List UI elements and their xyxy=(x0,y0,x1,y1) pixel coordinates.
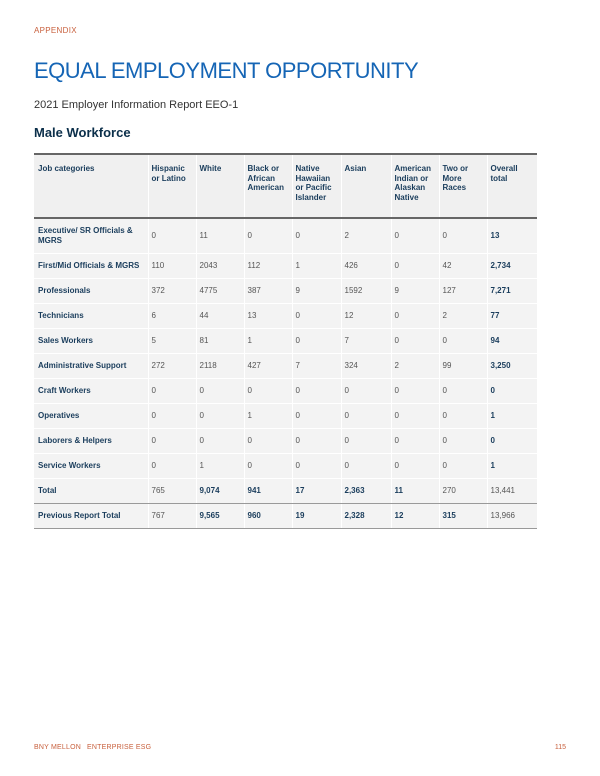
column-header: American Indian or Alaskan Native xyxy=(391,154,439,218)
row-category: Service Workers xyxy=(34,454,148,479)
row-total: 7,271 xyxy=(487,279,537,304)
report-subtitle: 2021 Employer Information Report EEO-1 xyxy=(34,99,239,111)
table-cell: 767 xyxy=(148,504,196,529)
table-cell: 127 xyxy=(439,279,487,304)
row-total: 1 xyxy=(487,454,537,479)
table-cell: 12 xyxy=(391,504,439,529)
table-cell: 0 xyxy=(292,404,341,429)
table-cell: 0 xyxy=(148,218,196,254)
table-cell: 11 xyxy=(196,218,244,254)
table-cell: 0 xyxy=(341,429,391,454)
row-category: Laborers & Helpers xyxy=(34,429,148,454)
table-cell: 2 xyxy=(439,304,487,329)
page-number: 115 xyxy=(554,744,566,751)
table-cell: 0 xyxy=(439,329,487,354)
table-cell: 0 xyxy=(341,404,391,429)
table-cell: 1592 xyxy=(341,279,391,304)
table-cell: 0 xyxy=(391,254,439,279)
table-cell: 0 xyxy=(196,379,244,404)
row-category: Craft Workers xyxy=(34,379,148,404)
table-cell: 2 xyxy=(391,354,439,379)
table-row xyxy=(34,304,537,329)
column-header: Asian xyxy=(341,154,391,218)
table-cell: 2,328 xyxy=(341,504,391,529)
table-cell: 0 xyxy=(439,379,487,404)
table-cell: 0 xyxy=(439,404,487,429)
column-header: Overall total xyxy=(487,154,537,218)
table-cell: 0 xyxy=(292,454,341,479)
table-cell: 1 xyxy=(292,254,341,279)
row-category: First/Mid Officials & MGRS xyxy=(34,254,148,279)
table-cell: 387 xyxy=(244,279,292,304)
table-cell: 372 xyxy=(148,279,196,304)
table-row xyxy=(34,404,537,429)
row-category: Professionals xyxy=(34,279,148,304)
table-cell: 0 xyxy=(148,429,196,454)
table-cell: 0 xyxy=(148,379,196,404)
table-cell: 0 xyxy=(391,329,439,354)
row-category: Administrative Support xyxy=(34,354,148,379)
male-workforce-table xyxy=(34,153,537,529)
table-cell: 324 xyxy=(341,354,391,379)
row-category: Operatives xyxy=(34,404,148,429)
table-cell: 2043 xyxy=(196,254,244,279)
table-row xyxy=(34,329,537,354)
table-cell: 6 xyxy=(148,304,196,329)
table-cell: 765 xyxy=(148,479,196,504)
row-category: Technicians xyxy=(34,304,148,329)
table-cell: 0 xyxy=(391,429,439,454)
table-cell: 941 xyxy=(244,479,292,504)
table-cell: 0 xyxy=(391,454,439,479)
table-cell: 7 xyxy=(341,329,391,354)
table-row xyxy=(34,429,537,454)
table-cell: 2,363 xyxy=(341,479,391,504)
table-cell: 0 xyxy=(148,454,196,479)
row-total: 1 xyxy=(487,404,537,429)
table-cell: 9,565 xyxy=(196,504,244,529)
table-cell: 1 xyxy=(196,454,244,479)
table-cell: 0 xyxy=(244,379,292,404)
table-cell: 9 xyxy=(391,279,439,304)
table-row xyxy=(34,279,537,304)
row-category: Previous Report Total xyxy=(34,504,148,529)
previous-report-row xyxy=(34,504,537,529)
table-cell: 19 xyxy=(292,504,341,529)
table-cell: 2 xyxy=(341,218,391,254)
table-cell: 0 xyxy=(244,454,292,479)
table-cell: 81 xyxy=(196,329,244,354)
row-total: 13,441 xyxy=(487,479,537,504)
table-cell: 0 xyxy=(196,429,244,454)
appendix-label: APPENDIX xyxy=(34,26,77,35)
table-cell: 0 xyxy=(292,329,341,354)
table-cell: 11 xyxy=(391,479,439,504)
total-row xyxy=(34,479,537,504)
brand-name: BNY MELLON xyxy=(34,744,81,751)
table-cell: 1 xyxy=(244,404,292,429)
table-cell: 2118 xyxy=(196,354,244,379)
row-total: 0 xyxy=(487,429,537,454)
row-total: 0 xyxy=(487,379,537,404)
row-total: 3,250 xyxy=(487,354,537,379)
column-header: Native Hawaiian or Pacific Islander xyxy=(292,154,341,218)
table-row xyxy=(34,354,537,379)
table-cell: 315 xyxy=(439,504,487,529)
table-cell: 0 xyxy=(439,454,487,479)
table-cell: 17 xyxy=(292,479,341,504)
table-cell: 960 xyxy=(244,504,292,529)
table-row xyxy=(34,379,537,404)
row-total: 2,734 xyxy=(487,254,537,279)
row-total: 13 xyxy=(487,218,537,254)
table-cell: 0 xyxy=(244,429,292,454)
row-total: 13,966 xyxy=(487,504,537,529)
table-cell: 7 xyxy=(292,354,341,379)
page-title: EQUAL EMPLOYMENT OPPORTUNITY xyxy=(34,58,419,83)
table-cell: 270 xyxy=(439,479,487,504)
table-cell: 0 xyxy=(292,429,341,454)
table-cell: 1 xyxy=(244,329,292,354)
table-cell: 13 xyxy=(244,304,292,329)
column-header: Hispanic or Latino xyxy=(148,154,196,218)
table-row xyxy=(34,218,537,254)
table-cell: 427 xyxy=(244,354,292,379)
section-heading: Male Workforce xyxy=(34,125,131,140)
row-category: Total xyxy=(34,479,148,504)
table-cell: 5 xyxy=(148,329,196,354)
table-cell: 0 xyxy=(292,304,341,329)
row-total: 94 xyxy=(487,329,537,354)
table-cell: 4775 xyxy=(196,279,244,304)
report-name: ENTERPRISE ESG xyxy=(87,744,152,751)
table-cell: 0 xyxy=(341,454,391,479)
column-header: White xyxy=(196,154,244,218)
table-header-row xyxy=(34,154,537,218)
table-cell: 0 xyxy=(196,404,244,429)
row-category: Sales Workers xyxy=(34,329,148,354)
table-cell: 0 xyxy=(292,218,341,254)
table-cell: 0 xyxy=(391,404,439,429)
table-cell: 0 xyxy=(391,304,439,329)
table-cell: 426 xyxy=(341,254,391,279)
table-cell: 0 xyxy=(292,379,341,404)
table-cell: 99 xyxy=(439,354,487,379)
row-total: 77 xyxy=(487,304,537,329)
table-cell: 0 xyxy=(148,404,196,429)
table-cell: 272 xyxy=(148,354,196,379)
table-row xyxy=(34,454,537,479)
table-cell: 0 xyxy=(439,218,487,254)
table-cell: 9,074 xyxy=(196,479,244,504)
column-header: Job categories xyxy=(34,154,148,218)
table-cell: 0 xyxy=(244,218,292,254)
table-cell: 0 xyxy=(341,379,391,404)
table-cell: 12 xyxy=(341,304,391,329)
column-header: Black or African American xyxy=(244,154,292,218)
table-row xyxy=(34,254,537,279)
table-cell: 44 xyxy=(196,304,244,329)
table-cell: 0 xyxy=(391,218,439,254)
table-cell: 9 xyxy=(292,279,341,304)
column-header: Two or More Races xyxy=(439,154,487,218)
table-cell: 110 xyxy=(148,254,196,279)
footer-brand xyxy=(34,744,151,751)
row-category: Executive/ SR Officials & MGRS xyxy=(34,218,148,254)
table-cell: 42 xyxy=(439,254,487,279)
table-cell: 0 xyxy=(439,429,487,454)
table-cell: 112 xyxy=(244,254,292,279)
table-cell: 0 xyxy=(391,379,439,404)
